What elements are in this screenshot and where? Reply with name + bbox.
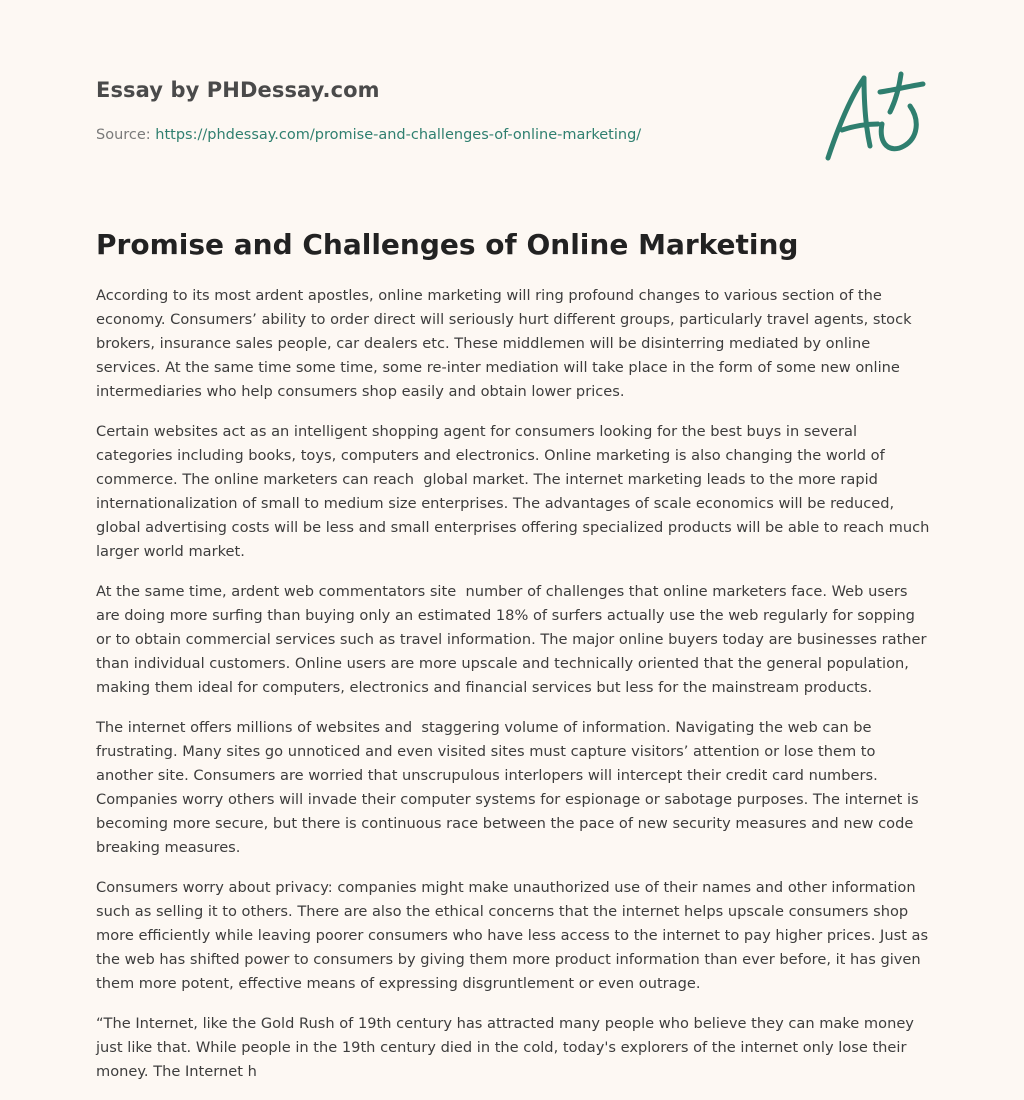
source-line [96, 125, 716, 145]
essay-paragraph: “The Internet, like the Gold Rush of 19th century has attracted many people who believe they can make money just like that. While people in the 19th century died in the cold, today's explorers of the internet only lose their money. The Internet h [96, 1015, 919, 1080]
essay-paragraph: The internet offers millions of websites and staggering volume of information. Navigating the web can be frustrating. Many sites go unnoticed and even visited sites must capture visitors’ attention or lose them to another site. Consumers are worried that unscrupulous interlopers will intercept their credit card numbers. Companies worry others will invade their computer systems for espionage or sabotage purposes. The internet is becoming more secure, but there is continuous race between the pace of new security measures and new code breaking measures. [96, 719, 924, 856]
essay-paragraph: According to its most ardent apostles, online marketing will ring profound changes to various section of the economy. Consumers’ ability to order direct will seriously hurt different groups, particularly travel agents, stock brokers, insurance sales people, car dealers etc. These middlemen will be disinterring mediated by online services. At the same time some time, some re-inter mediation will take place in the form of some new online intermediaries who help consumers shop easily and obtain lower prices. [96, 287, 917, 400]
a-plus-grade-icon [820, 66, 930, 166]
page-header [96, 76, 716, 145]
essay-title: Promise and Challenges of Online Marketing [96, 228, 799, 261]
source-link[interactable]: https://phdessay.com/promise-and-challenges-of-online-marketing/ [155, 127, 642, 143]
essay-paragraph: At the same time, ardent web commentators site number of challenges that online marketers face. Web users are doing more surfing than buying only an estimated 18% of surfers actually use the web regularly for sopping or to obtain commercial services such as travel information. The major online buyers today are businesses rather than individual customers. Online users are more upscale and technically oriented that the general population, making them ideal for computers, electronics and financial services but less for the mainstream products. [96, 583, 932, 696]
essay-paragraph: Consumers worry about privacy: companies might make unauthorized use of their names and other information such as selling it to others. There are also the ethical concerns that the internet helps upscale consumers shop more efficiently while leaving poorer consumers who have less access to the internet to pay higher prices. Just as the web has shifted power to consumers by giving them more product information than ever before, it has given them more potent, effective means of expressing disgruntlement or even outrage. [96, 879, 933, 992]
essay-paragraph: Certain websites act as an intelligent shopping agent for consumers looking for the best buys in several categories including books, toys, computers and electronics. Online marketing is also changing the world of commerce. The online marketers can reach global market. The internet marketing leads to the more rapid internationalization of small to medium size enterprises. The advantages of scale economics will be reduced, global advertising costs will be less and small enterprises offering specialized products will be able to reach much larger world market. [96, 423, 934, 560]
source-label: Source: [96, 127, 156, 143]
essay-body [96, 284, 934, 1100]
site-brand: Essay by PHDessay.com [96, 78, 380, 102]
